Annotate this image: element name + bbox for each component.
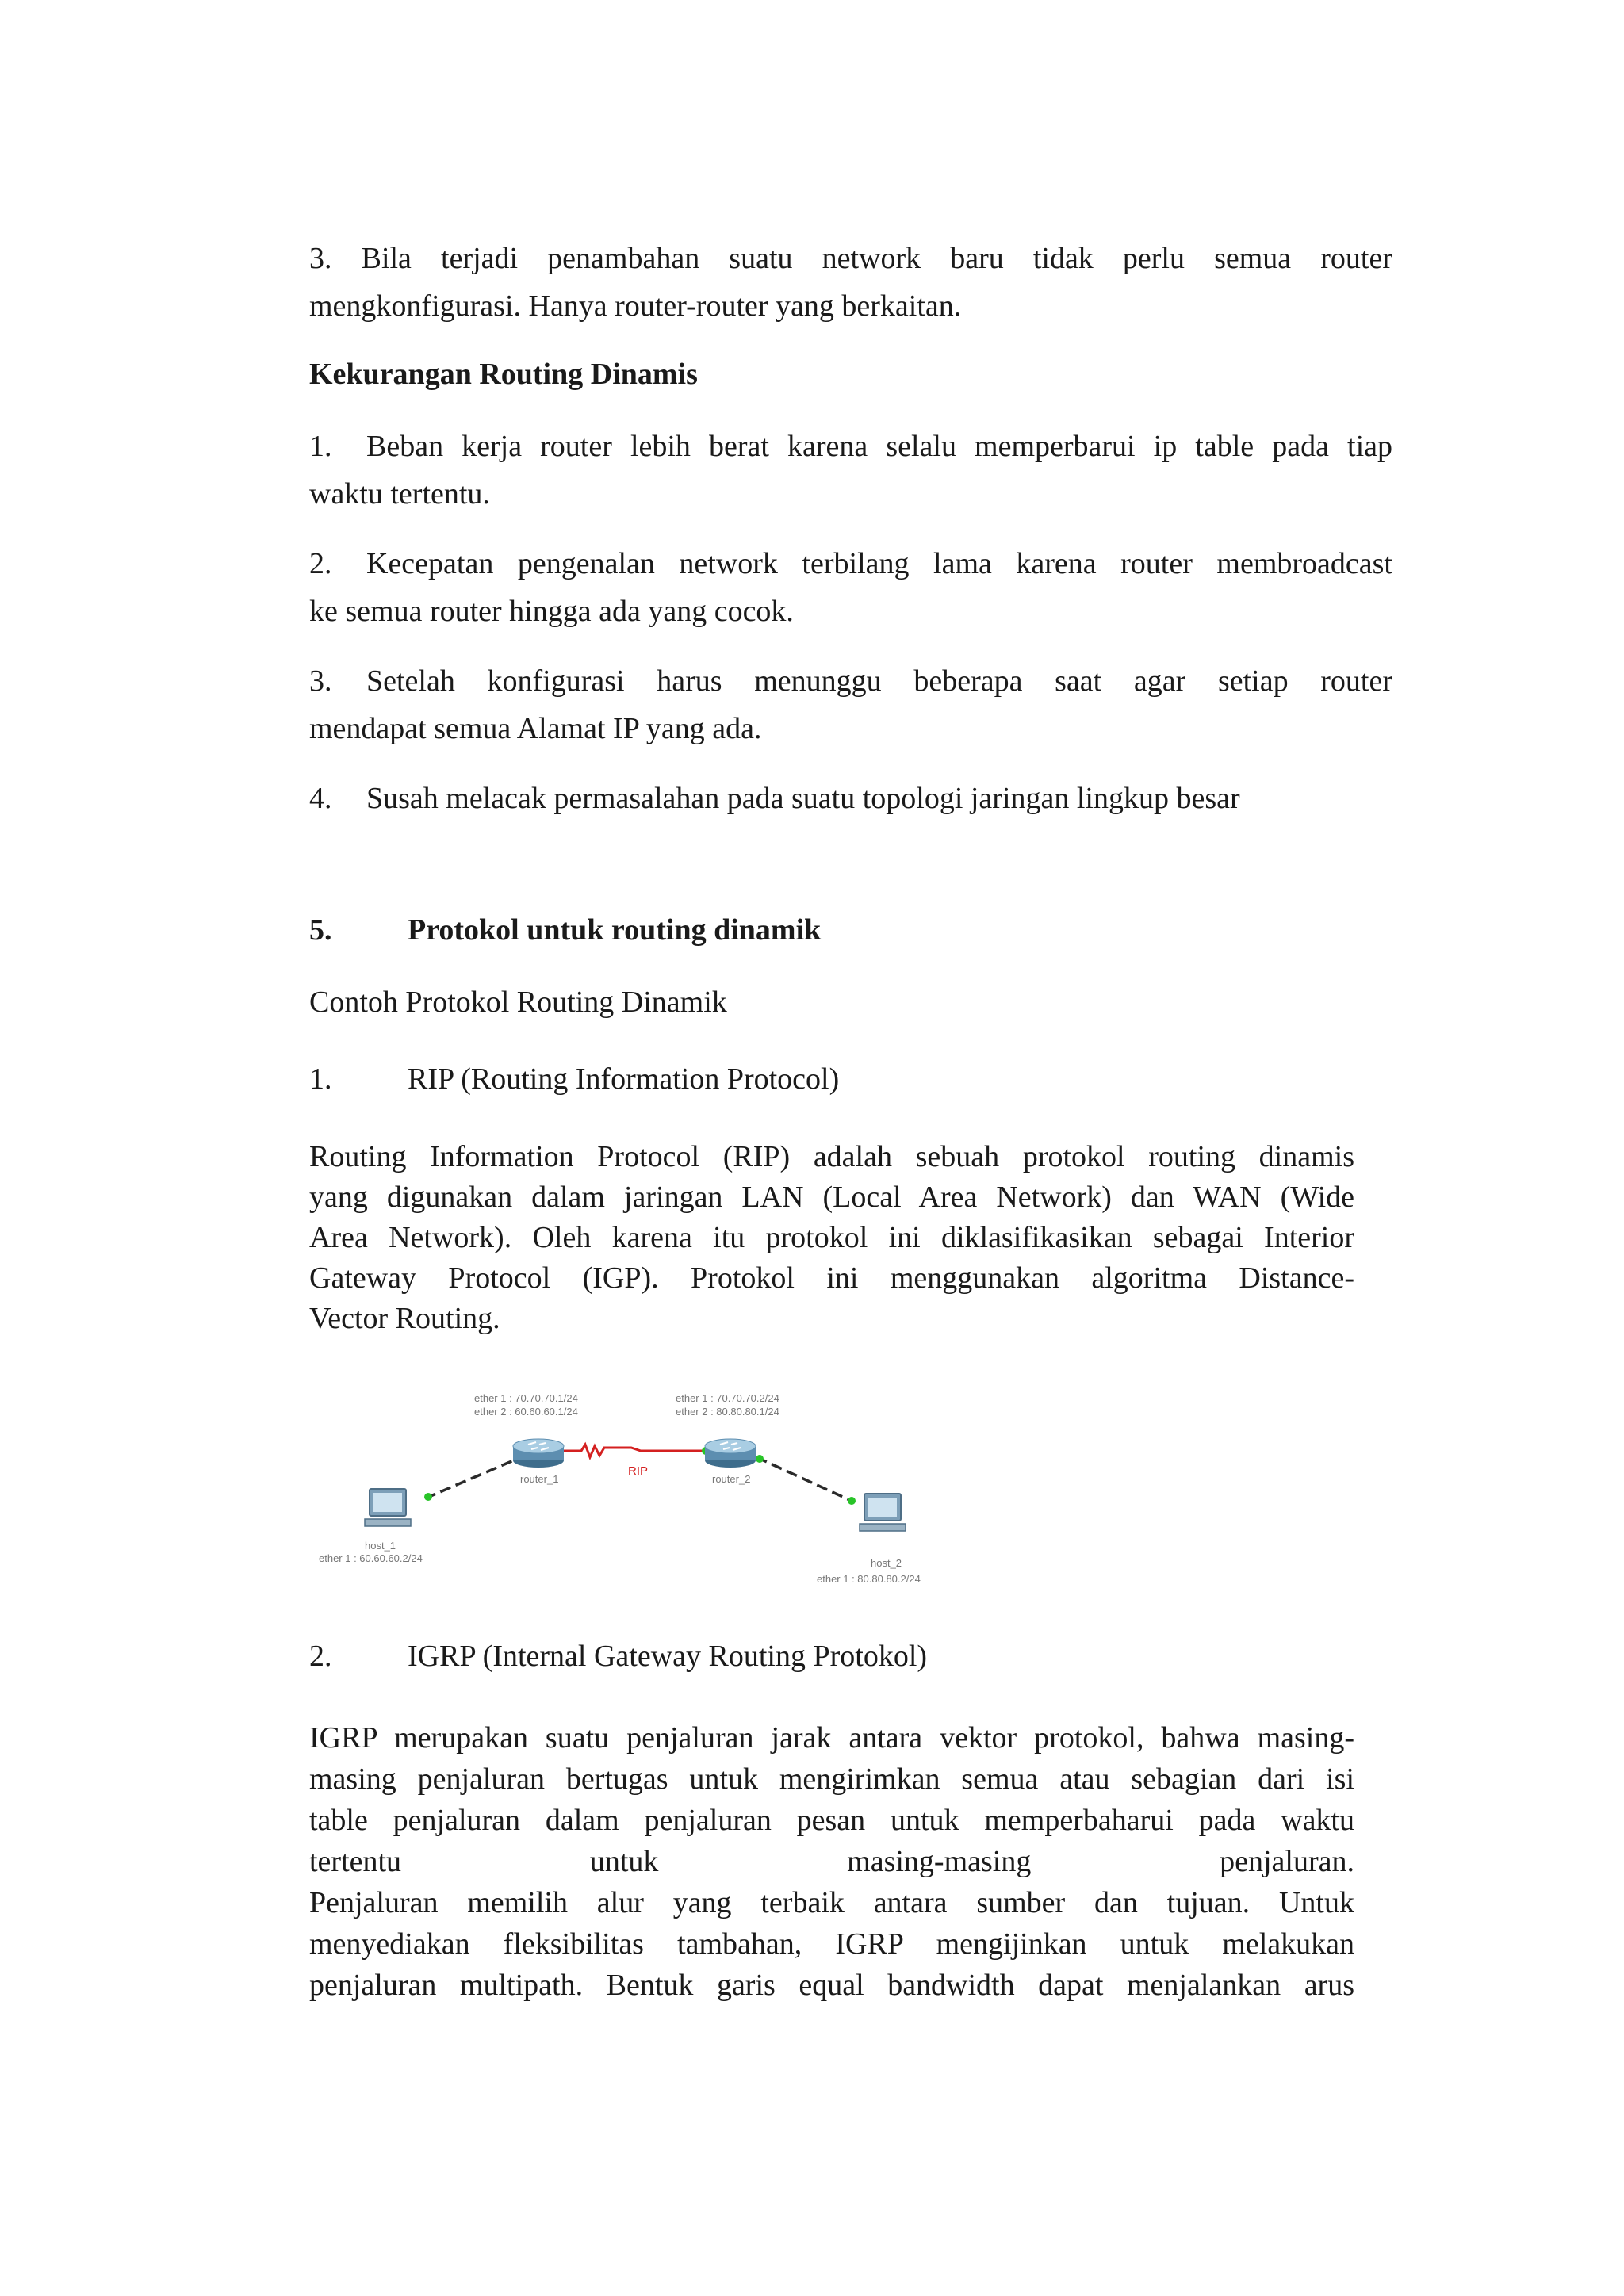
router-1-icon — [513, 1439, 564, 1468]
disadvantage-item-2-number: 2. — [309, 547, 332, 580]
igrp-paragraph-line-1: IGRP merupakan suatu penjaluran jarak antara vektor protokol, bahwa masing- — [309, 1721, 1354, 1755]
router-1-label: router_1 — [520, 1473, 559, 1485]
advantage-item-3-line-2: mengkonfigurasi. Hanya router-router yang berkaitan. — [309, 289, 962, 323]
advantage-item-3-line-1: 3. Bila terjadi penambahan suatu network baru tidak perlu semua router — [309, 242, 1392, 275]
host-2-ether-label: ether 1 : 80.80.80.2/24 — [817, 1573, 921, 1585]
igrp-paragraph-line-4: tertentu untuk masing-masing penjaluran. — [309, 1845, 1354, 1878]
host-1-computer-icon — [365, 1489, 411, 1526]
router-2-label: router_2 — [712, 1473, 751, 1485]
disadvantage-item-2 — [309, 540, 1392, 635]
link-router1-router2 — [550, 1445, 712, 1457]
host-2-computer-icon — [860, 1494, 906, 1531]
igrp-paragraph-line-3: table penjaluran dalam penjaluran pesan untuk memperbaharui pada waktu — [309, 1804, 1354, 1837]
rip-paragraph-line-3: Area Network). Oleh karena itu protokol ini diklasifikasikan sebagai Interior — [309, 1221, 1354, 1254]
port-dot-router2-ether2 — [756, 1455, 764, 1463]
disadvantage-item-4-line-1: Susah melacak permasalahan pada suatu topologi jaringan lingkup besar — [366, 782, 1240, 815]
section-5-title: Protokol untuk routing dinamik — [408, 913, 822, 947]
rip-paragraph — [309, 1137, 1354, 1339]
rip-heading — [309, 1055, 1392, 1103]
disadvantage-item-3-number: 3. — [309, 664, 332, 698]
disadvantage-item-1-number: 1. — [309, 430, 332, 463]
router-2-ether-2-label: ether 2 : 80.80.80.1/24 — [676, 1406, 779, 1418]
link-host1-router1 — [425, 1455, 527, 1498]
igrp-paragraph-line-6: menyediakan fleksibilitas tambahan, IGRP mengijinkan untuk melakukan — [309, 1927, 1354, 1961]
igrp-heading — [309, 1632, 1392, 1680]
section-5-intro: Contoh Protokol Routing Dinamik — [309, 985, 727, 1019]
igrp-paragraph-line-2: masing penjaluran bertugas untuk mengirimkan semua atau sebagian dari isi — [309, 1762, 1354, 1796]
disadvantage-item-1-line-2: waktu tertentu. — [309, 477, 490, 511]
port-dot-host2 — [848, 1497, 856, 1505]
igrp-number: 2. — [309, 1640, 332, 1673]
link-router2-host2 — [756, 1457, 855, 1502]
host-1-label: host_1 — [365, 1540, 396, 1552]
router-2-ether-1-label: ether 1 : 70.70.70.2/24 — [676, 1392, 779, 1404]
disadvantage-item-3 — [309, 657, 1392, 752]
disadvantage-item-3-line-2: mendapat semua Alamat IP yang ada. — [309, 712, 762, 745]
disadvantage-item-4 — [309, 775, 1392, 822]
rip-number: 1. — [309, 1062, 332, 1096]
disadvantage-item-1 — [309, 423, 1392, 518]
section-5-heading — [309, 906, 1392, 954]
disadvantage-item-4-number: 4. — [309, 782, 332, 815]
rip-paragraph-line-5: Vector Routing. — [309, 1302, 500, 1335]
disadvantage-item-2-line-2: ke semua router hingga ada yang cocok. — [309, 595, 794, 628]
disadvantage-item-1-line-1: Beban kerja router lebih berat karena selalu memperbarui ip table pada tiap — [366, 430, 1392, 463]
rip-title: RIP (Routing Information Protocol) — [408, 1062, 840, 1096]
disadvantages-heading: Kekurangan Routing Dinamis — [309, 358, 698, 391]
host-1-ether-label: ether 1 : 60.60.60.2/24 — [319, 1552, 423, 1564]
rip-paragraph-line-1: Routing Information Protocol (RIP) adalah sebuah protokol routing dinamis — [309, 1140, 1354, 1173]
igrp-paragraph-line-7: penjaluran multipath. Bentuk garis equal bandwidth dapat menjalankan arus — [309, 1969, 1354, 2002]
section-5-number: 5. — [309, 913, 332, 947]
router-1-ether-2-label: ether 2 : 60.60.60.1/24 — [474, 1406, 578, 1418]
rip-paragraph-line-2: yang digunakan dalam jaringan LAN (Local Area Network) dan WAN (Wide — [309, 1181, 1354, 1214]
igrp-paragraph — [309, 1717, 1354, 2006]
router-2-icon — [705, 1439, 756, 1468]
router-1-ether-1-label: ether 1 : 70.70.70.1/24 — [474, 1392, 578, 1404]
rip-paragraph-line-4: Gateway Protocol (IGP). Protokol ini menggunakan algoritma Distance- — [309, 1261, 1354, 1295]
disadvantage-item-3-line-1: Setelah konfigurasi harus menunggu beberapa saat agar setiap router — [366, 664, 1392, 698]
disadvantage-item-2-line-1: Kecepatan pengenalan network terbilang lama karena router membroadcast — [366, 547, 1392, 580]
rip-link-label: RIP — [628, 1464, 649, 1478]
host-2-label: host_2 — [871, 1557, 902, 1569]
rip-topology-diagram — [316, 1378, 966, 1592]
igrp-paragraph-line-5: Penjaluran memilih alur yang terbaik antara sumber dan tujuan. Untuk — [309, 1886, 1354, 1919]
port-dot-host1 — [424, 1493, 432, 1501]
rip-topology-svg — [316, 1378, 966, 1592]
igrp-title: IGRP (Internal Gateway Routing Protokol) — [408, 1640, 928, 1673]
advantage-item-3 — [309, 235, 1392, 330]
